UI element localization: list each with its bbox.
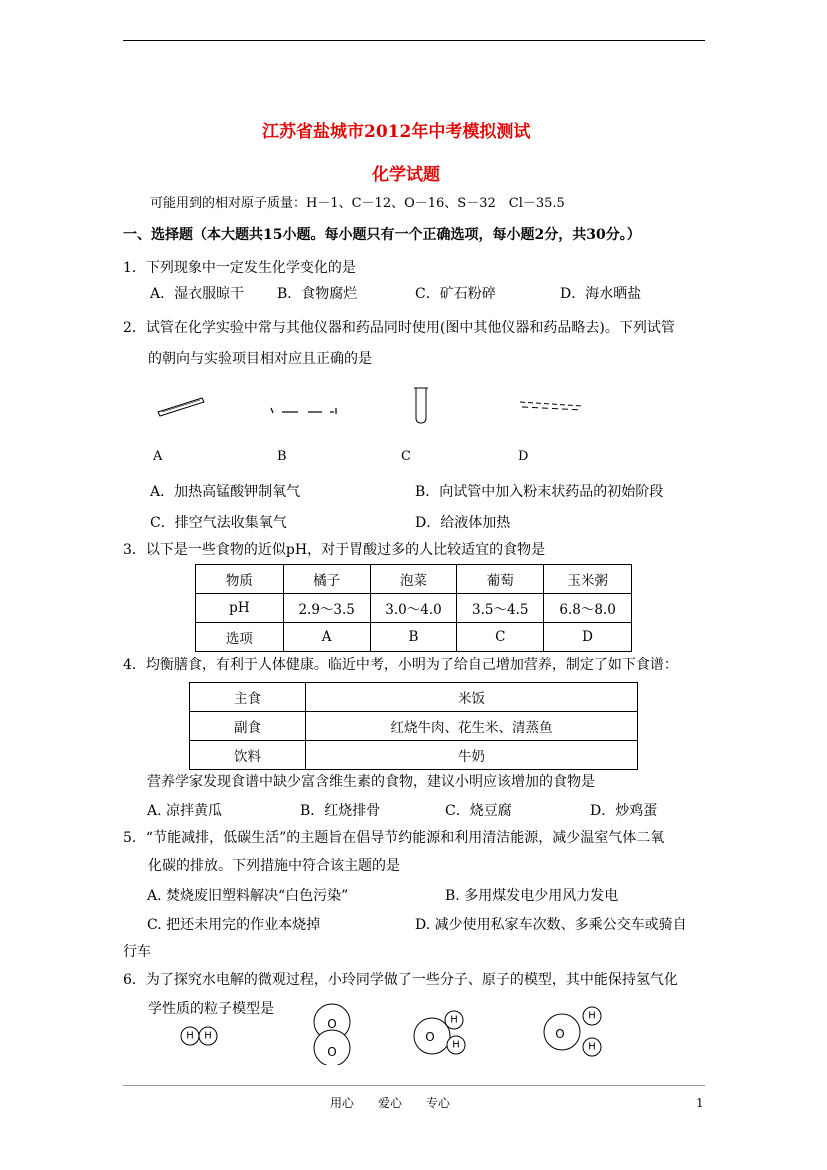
table-cell: pH <box>196 594 284 623</box>
q1-option-c: C．矿石粉碎 <box>415 286 496 302</box>
question-2-stem: 2．试管在化学实验中常与其他仪器和药品同时使用(图中其他仪器和药品略去)。下列试管 <box>123 320 675 336</box>
table-cell: 牛奶 <box>306 741 638 770</box>
question-4-follow: 营养学家发现食谱中缺少富含维生素的食物，建议小明应该增加的食物是 <box>147 774 595 790</box>
model-d-h2o <box>544 1007 601 1056</box>
table-cell: 3.0～4.0 <box>370 594 457 623</box>
table-cell: 米饭 <box>306 683 638 712</box>
model-b-o2 <box>314 1004 350 1065</box>
header-rule <box>123 40 705 41</box>
question-2-stem-cont: 的朝向与实验项目相对应且正确的是 <box>148 351 372 367</box>
menu-table-row <box>190 741 638 770</box>
menu-table-row <box>190 683 638 712</box>
q2-option-a: A．加热高锰酸钾制氧气 <box>150 484 301 500</box>
test-tube-d <box>520 402 582 410</box>
figure-label-c: C <box>401 449 411 464</box>
table-cell: 红烧牛肉、花生米、清蒸鱼 <box>306 712 638 741</box>
q5-option-c: C. 把还未用完的作业本烧掉 <box>147 917 321 933</box>
q5-option-a: A. 焚烧废旧塑料解决“白色污染” <box>147 888 349 904</box>
table-cell: 3.5～4.5 <box>457 594 544 623</box>
table-cell: 6.8～8.0 <box>544 594 632 623</box>
ph-table-row <box>196 623 632 652</box>
molecule-models <box>170 1000 620 1065</box>
footer-motto: 用心 爱心 专心 <box>330 1096 451 1110</box>
table-cell: 葡萄 <box>457 565 544 594</box>
atom-label-h: H <box>186 1030 194 1042</box>
model-c-h2o <box>414 1011 465 1054</box>
test-tube-c <box>414 388 428 423</box>
ph-table-row <box>196 565 632 594</box>
question-5-stem: 5．“节能减排，低碳生活”的主题旨在倡导节约能源和利用清洁能源，减少温室气体二氧 <box>123 830 665 846</box>
atom-label-o: O <box>327 1045 337 1059</box>
model-a-h2 <box>181 1027 217 1045</box>
figure-label-a: A <box>153 449 163 464</box>
q4-option-a: A. 凉拌黄瓜 <box>147 803 223 819</box>
page-title: 江苏省盐城市2012年中考模拟测试 <box>262 122 531 142</box>
q2-option-b: B．向试管中加入粉末状药品的初始阶段 <box>415 484 664 500</box>
q1-option-b: B．食物腐烂 <box>277 286 358 302</box>
q5-option-d-cont: 行车 <box>123 944 151 960</box>
figure-label-d: D <box>518 449 529 464</box>
table-cell: 主食 <box>190 683 306 712</box>
table-cell: A <box>283 623 370 652</box>
atomic-masses: 可能用到的相对原子质量：H－1、C－12、O－16、S－32 Cl－35.5 <box>150 196 565 211</box>
atom-label-o: O <box>327 1017 337 1031</box>
menu-table-row <box>190 712 638 741</box>
test-tube-b <box>271 408 336 414</box>
atom-label-h: H <box>204 1030 212 1042</box>
question-3-stem: 3．以下是一些食物的近似pH，对于胃酸过多的人比较适宜的食物是 <box>123 542 546 558</box>
atom-label-h: H <box>450 1014 458 1026</box>
question-6-stem-cont: 学性质的粒子模型是 <box>148 1001 274 1017</box>
table-cell: B <box>370 623 457 652</box>
q5-option-d: D. 减少使用私家车次数、多乘公交车或骑自 <box>415 917 687 933</box>
q4-option-d: D．炒鸡蛋 <box>590 803 658 819</box>
table-cell: 2.9～3.5 <box>283 594 370 623</box>
question-6-stem: 6．为了探究水电解的微观过程，小玲同学做了一些分子、原子的模型，其中能保持氢气化 <box>123 972 678 988</box>
table-cell: 饮料 <box>190 741 306 770</box>
table-cell: 副食 <box>190 712 306 741</box>
test-tube-a <box>158 398 204 416</box>
atom-label-h: H <box>588 1010 596 1022</box>
q5-option-b: B. 多用煤发电少用风力发电 <box>445 888 619 904</box>
table-cell: 泡菜 <box>370 565 457 594</box>
atom-label-h: H <box>588 1041 596 1053</box>
table-cell: D <box>544 623 632 652</box>
q1-option-d: D．海水晒盐 <box>560 286 642 302</box>
menu-table <box>189 682 638 770</box>
q1-option-a: A．湿衣服晾干 <box>150 286 245 302</box>
ph-table <box>195 564 632 652</box>
table-cell: 橘子 <box>283 565 370 594</box>
table-cell: 物质 <box>196 565 284 594</box>
q2-option-c: C．排空气法收集氧气 <box>150 515 287 531</box>
table-cell: 玉米粥 <box>544 565 632 594</box>
page-subtitle: 化学试题 <box>372 165 440 185</box>
table-cell: C <box>457 623 544 652</box>
page-number: 1 <box>696 1096 704 1110</box>
q4-option-c: C．烧豆腐 <box>445 803 512 819</box>
question-4-stem: 4．均衡膳食，有利于人体健康。临近中考，小明为了给自己增加营养，制定了如下食谱： <box>123 657 678 673</box>
atom-label-o: O <box>425 1030 435 1044</box>
ph-table-row <box>196 594 632 623</box>
question-5-stem-cont: 化碳的排放。下列措施中符合该主题的是 <box>148 858 400 874</box>
question-1-stem: 1．下列现象中一定发生化学变化的是 <box>123 260 356 276</box>
atom-label-o: O <box>555 1027 565 1041</box>
table-cell: 选项 <box>196 623 284 652</box>
q2-option-d: D．给液体加热 <box>415 515 511 531</box>
test-tube-figures <box>150 380 610 430</box>
atom-label-h: H <box>452 1039 460 1051</box>
q4-option-b: B．红烧排骨 <box>300 803 381 819</box>
figure-label-b: B <box>277 449 287 464</box>
footer-rule <box>123 1085 705 1086</box>
section-heading: 一、选择题（本大题共15小题。每小题只有一个正确选项，每小题2分，共30分。） <box>123 227 641 243</box>
